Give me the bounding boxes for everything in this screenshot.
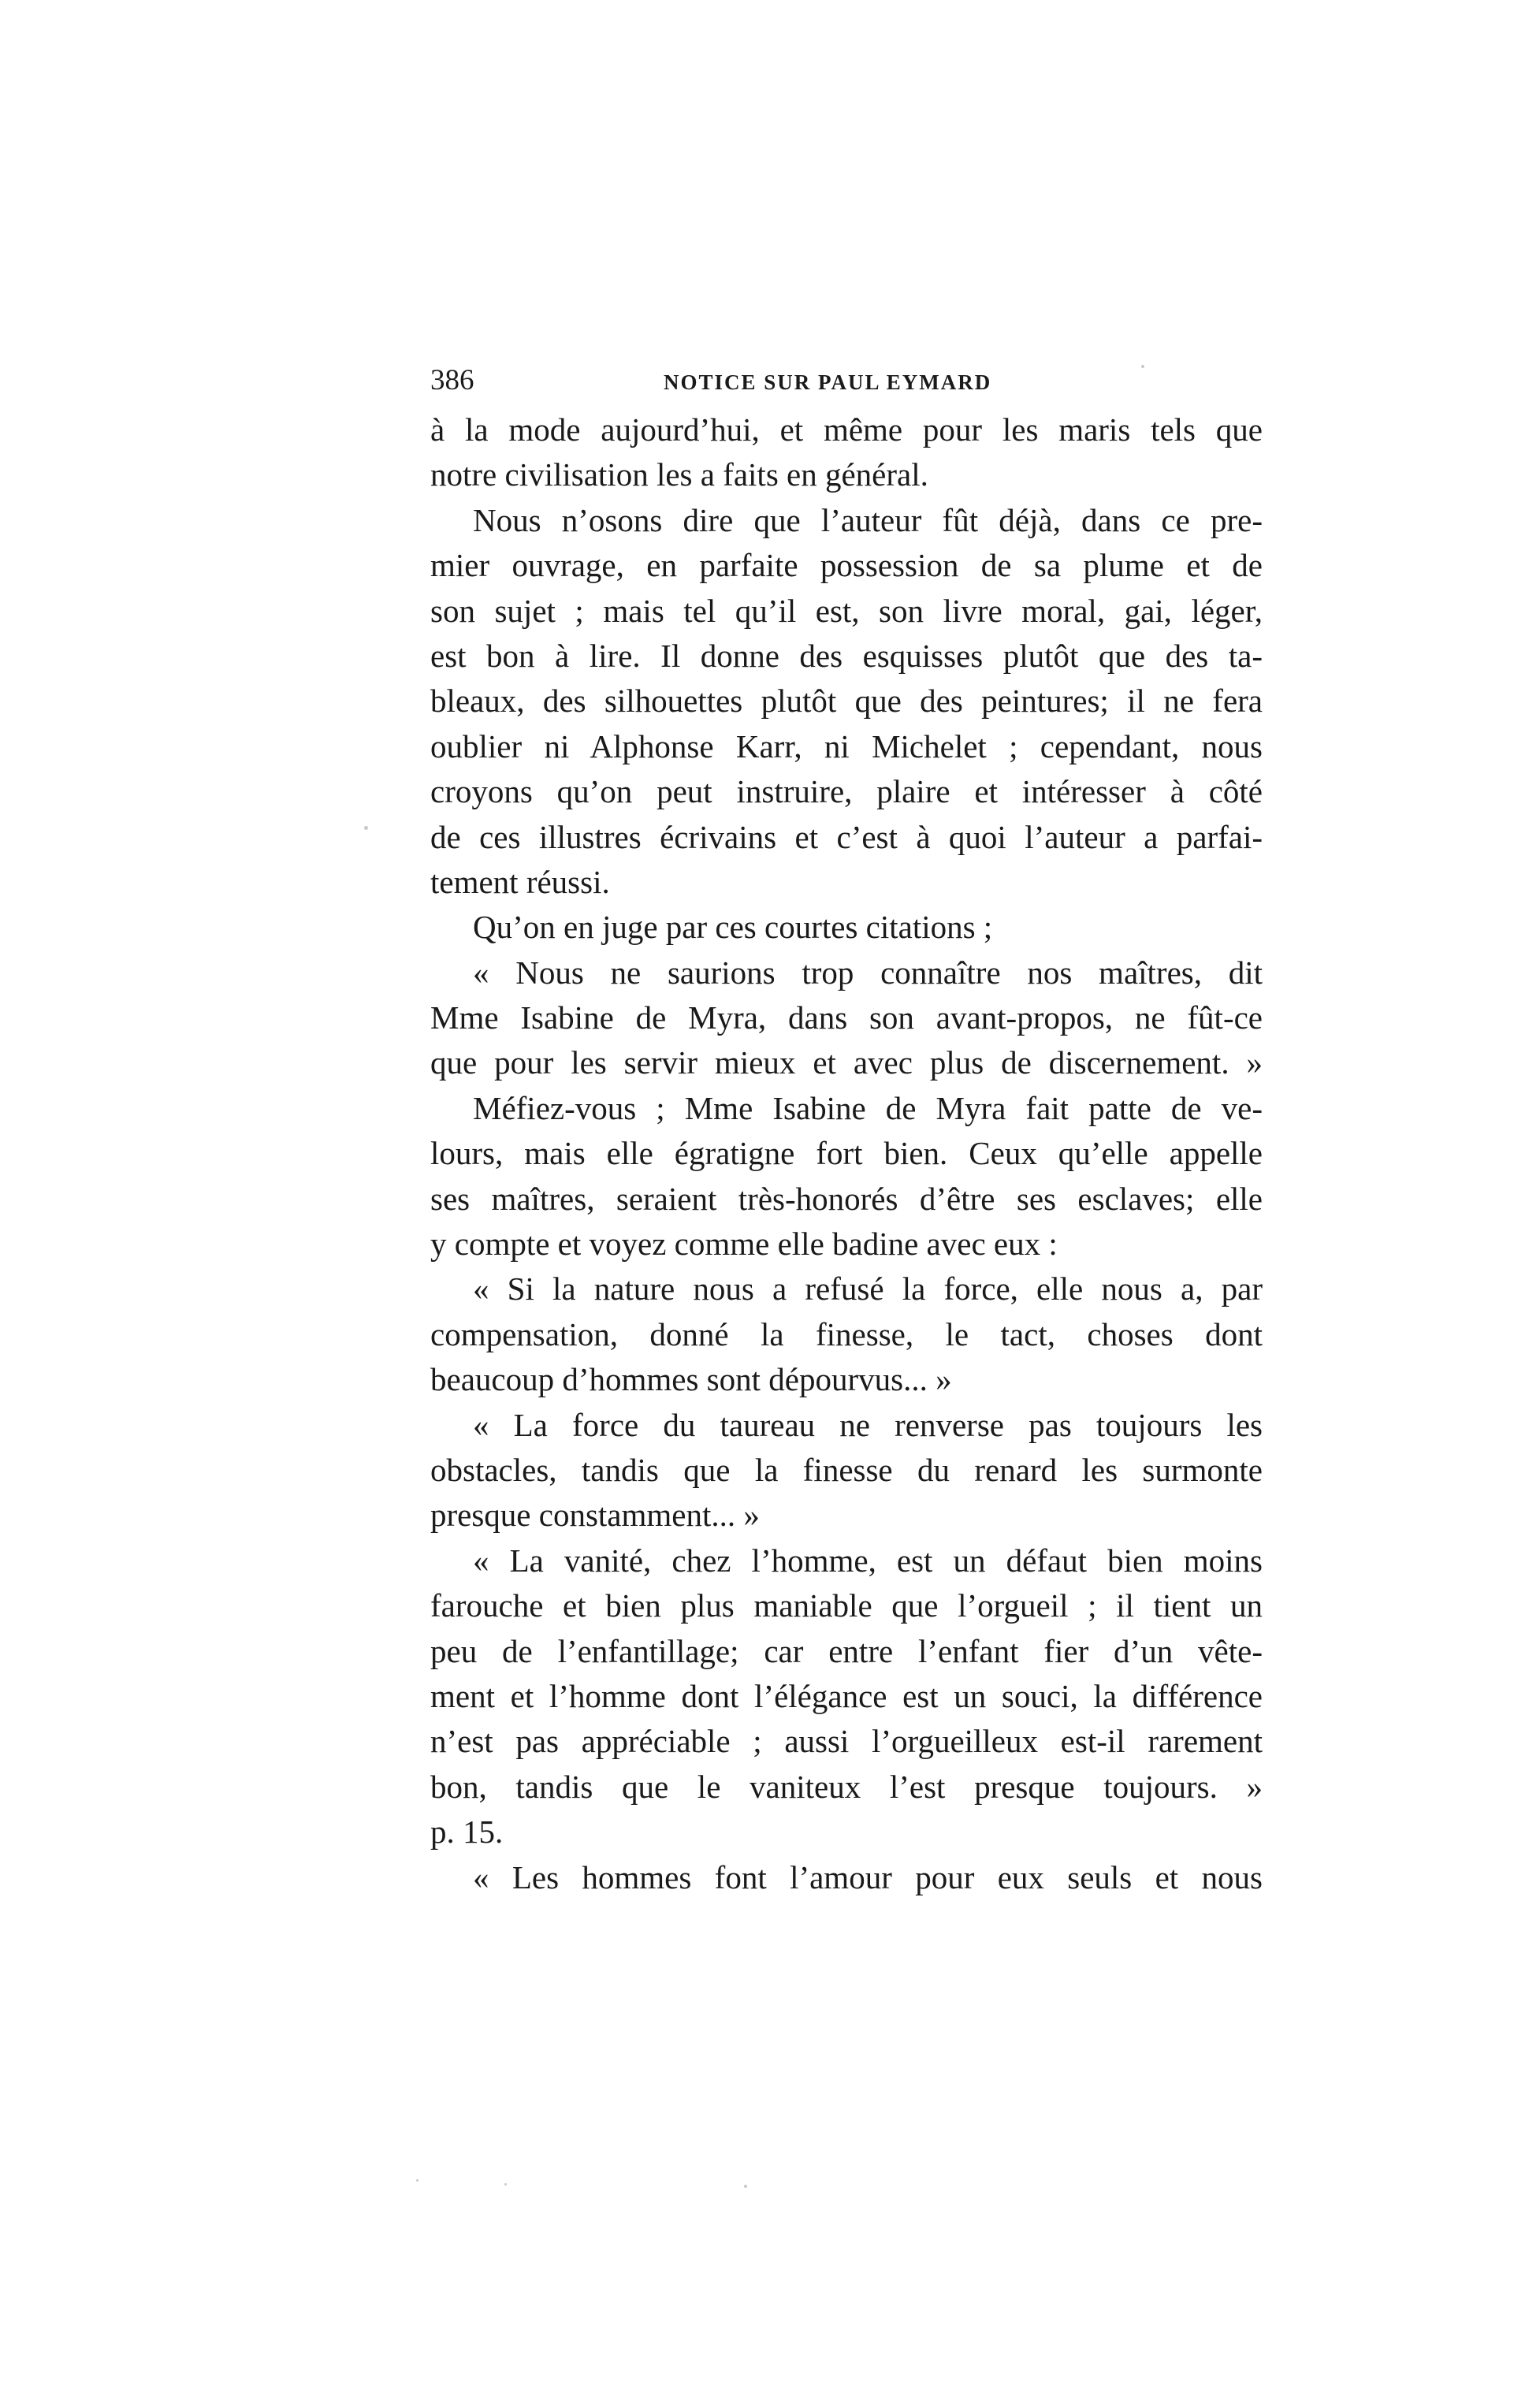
text-line: de ces illustres écrivains et c’est à quoi l’auteur a parfai- xyxy=(430,818,1263,855)
text-line: lours, mais elle égratigne fort bien. Ceux qu’elle appelle xyxy=(430,1135,1263,1172)
text-line: « Nous ne saurions trop connaître nos maîtres, dit xyxy=(473,954,1263,991)
text-line: que pour les servir mieux et avec plus de discernement. » xyxy=(430,1044,1263,1081)
text-line: Méfiez-vous ; Mme Isabine de Myra fait patte de ve- xyxy=(473,1089,1263,1126)
text-line: ment et l’homme dont l’élégance est un souci, la différence xyxy=(430,1677,1263,1714)
text-line: « Les hommes font l’amour pour eux seuls et nous xyxy=(473,1858,1263,1895)
text-line: Qu’on en juge par ces courtes citations ; xyxy=(473,909,993,946)
text-line: tement réussi. xyxy=(430,863,610,900)
paper-speck xyxy=(416,2179,418,2182)
text-line: n’est pas appréciable ; aussi l’orgueilleux est-il rarement xyxy=(430,1723,1263,1760)
text-line: oublier ni Alphonse Karr, ni Michelet ; cependant, nous xyxy=(430,727,1263,764)
text-line: beaucoup d’hommes sont dépourvus... » xyxy=(430,1361,952,1398)
text-line: croyons qu’on peut instruire, plaire et intéresser à côté xyxy=(430,773,1263,810)
text-line: compensation, donné la finesse, le tact, choses dont xyxy=(430,1315,1263,1352)
page-number: 386 xyxy=(430,364,474,396)
text-line: mier ouvrage, en parfaite possession de sa plume et de xyxy=(430,547,1263,584)
text-line: Mme Isabine de Myra, dans son avant-propos, ne fût-ce xyxy=(430,999,1263,1036)
text-line: « La vanité, chez l’homme, est un défaut bien moins xyxy=(473,1542,1263,1579)
text-line: p. 15. xyxy=(430,1814,504,1851)
text-line: « La force du taureau ne renverse pas toujours les xyxy=(473,1406,1263,1443)
text-line: peu de l’enfantillage; car entre l’enfant fier d’un vête- xyxy=(430,1632,1263,1669)
text-line: farouche et bien plus maniable que l’orgueil ; il tient un xyxy=(430,1587,1263,1624)
text-line: à la mode aujourd’hui, et même pour les maris tels que xyxy=(430,411,1263,448)
text-line: bleaux, des silhouettes plutôt que des peintures; il ne fera xyxy=(430,683,1263,720)
text-line: est bon à lire. Il donne des esquisses plutôt que des ta- xyxy=(430,637,1263,674)
text-line: bon, tandis que le vaniteux l’est presque toujours. » xyxy=(430,1768,1263,1805)
text-line: ses maîtres, seraient très-honorés d’être ses esclaves; elle xyxy=(430,1180,1263,1217)
page-header xyxy=(430,361,1263,400)
paper-speck xyxy=(364,826,368,830)
text-line: notre civilisation les a faits en général. xyxy=(430,456,928,493)
paper-speck xyxy=(744,2185,747,2188)
running-title: NOTICE SUR PAUL EYMARD xyxy=(664,370,992,394)
text-line: « Si la nature nous a refusé la force, elle nous a, par xyxy=(473,1270,1263,1308)
text-line: presque constamment... » xyxy=(430,1497,760,1534)
text-line: son sujet ; mais tel qu’il est, son livre moral, gai, léger, xyxy=(430,592,1263,629)
text-line: obstacles, tandis que la finesse du renard les surmonte xyxy=(430,1451,1263,1488)
paper-speck xyxy=(504,2183,507,2186)
text-line: Nous n’osons dire que l’auteur fût déjà, dans ce pre- xyxy=(473,501,1263,538)
text-line: y compte et voyez comme elle badine avec eux : xyxy=(430,1226,1058,1263)
body-text xyxy=(430,407,1263,1900)
paper-speck xyxy=(1141,365,1144,368)
